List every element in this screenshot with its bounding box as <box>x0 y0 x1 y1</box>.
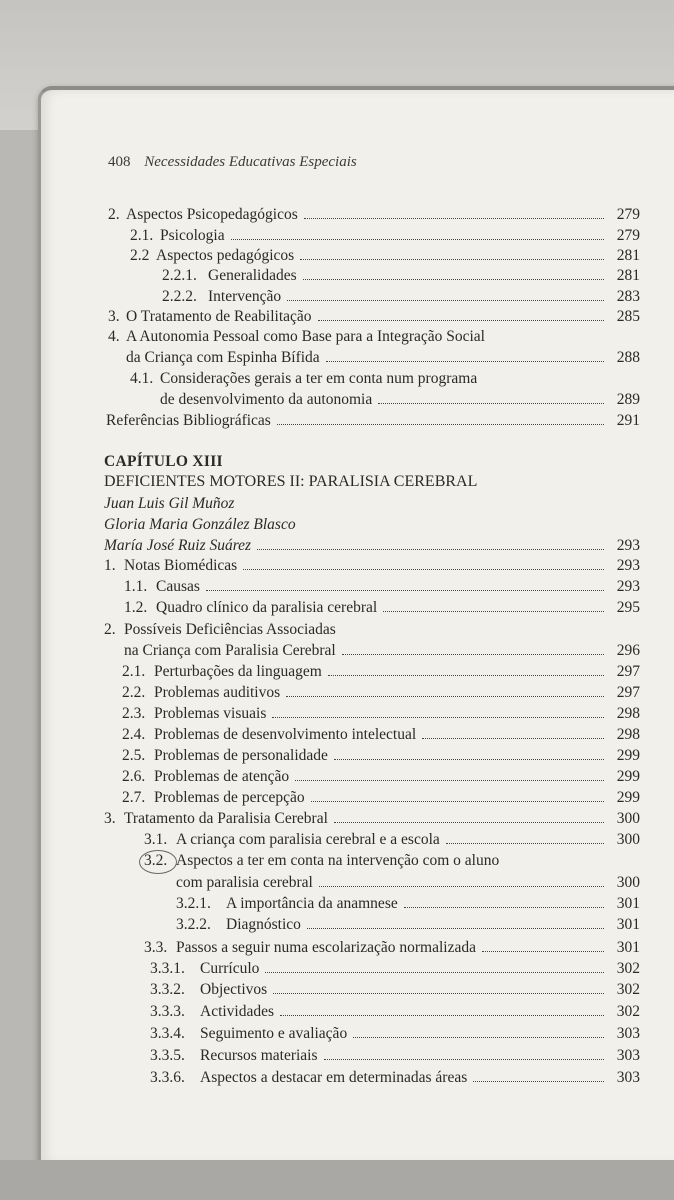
toc-entry-first-line: 4. A Autonomia Pessoal como Base para a Integração Social <box>108 328 485 345</box>
dot-leader <box>257 549 604 550</box>
dot-leader <box>265 972 604 973</box>
dot-leader <box>473 1081 604 1082</box>
dot-leader <box>404 907 604 908</box>
dot-leader <box>307 928 604 929</box>
dot-leader <box>318 320 604 321</box>
dot-leader <box>295 780 604 781</box>
toc-entry: 3.3.2. Objectivos 302 <box>150 981 640 998</box>
dot-leader <box>482 951 604 952</box>
dot-leader <box>280 1015 604 1016</box>
toc-entry-first-line: 4.1. Considerações gerais a ter em conta num programa <box>130 370 478 387</box>
dot-leader <box>303 279 604 280</box>
dot-leader <box>378 403 604 404</box>
toc-entry: 2.1. Perturbações da linguagem 297 <box>122 663 640 680</box>
toc-entry: 3.2.2. Diagnóstico 301 <box>176 916 640 933</box>
toc-entry: 1.2. Quadro clínico da paralisia cerebral 295 <box>124 599 640 616</box>
toc-entry: 2.2.2. Intervenção 283 <box>162 288 640 305</box>
toc-entry: 2.2 Aspectos pedagógicos 281 <box>130 247 640 264</box>
dot-leader <box>231 239 604 240</box>
dot-leader <box>300 259 604 260</box>
dot-leader <box>319 886 604 887</box>
dot-leader <box>286 696 604 697</box>
toc-entry: 2.1. Psicologia 279 <box>130 227 640 244</box>
dot-leader <box>272 717 604 718</box>
dot-leader <box>206 590 604 591</box>
dot-leader <box>243 569 604 570</box>
dot-leader <box>277 424 604 425</box>
toc-entry: de desenvolvimento da autonomia 289 <box>160 391 640 408</box>
toc-entry: 2.5. Problemas de personalidade 299 <box>122 747 640 764</box>
dot-leader <box>326 361 604 362</box>
toc-entry: 2.2. Problemas auditivos 297 <box>122 684 640 701</box>
dot-leader <box>324 1059 604 1060</box>
dot-leader <box>334 822 604 823</box>
dot-leader <box>342 654 604 655</box>
toc-entry: 2.6. Problemas de atenção 299 <box>122 768 640 785</box>
toc-entry: María José Ruiz Suárez 293 <box>104 537 640 554</box>
chapter-author: Gloria Maria González Blasco <box>104 516 296 533</box>
toc-entry: 3.3.6. Aspectos a destacar em determinadas áreas 303 <box>150 1069 640 1086</box>
dot-leader <box>353 1037 604 1038</box>
dot-leader <box>383 611 604 612</box>
toc-entry: 1. Notas Biomédicas 293 <box>104 557 640 574</box>
toc-entry: 3.3.5. Recursos materiais 303 <box>150 1047 640 1064</box>
toc-entry: 3.3.1. Currículo 302 <box>150 960 640 977</box>
dot-leader <box>328 675 604 676</box>
running-head <box>108 154 357 171</box>
dot-leader <box>446 843 604 844</box>
toc-entry: na Criança com Paralisia Cerebral 296 <box>124 642 640 659</box>
toc-entry-first-line: 3.2. Aspectos a ter em conta na intervenção com o aluno <box>144 852 500 869</box>
toc-entry: da Criança com Espinha Bífida 288 <box>126 349 640 366</box>
toc-entry: 1.1. Causas 293 <box>124 578 640 595</box>
toc-entry: 3. Tratamento da Paralisia Cerebral 300 <box>104 810 640 827</box>
toc-entry: 3.3.4. Seguimento e avaliação 303 <box>150 1025 640 1042</box>
toc-entry: 2. Aspectos Psicopedagógicos 279 <box>108 206 640 223</box>
chapter-label: CAPÍTULO XIII <box>104 453 223 470</box>
dot-leader <box>273 993 604 994</box>
dot-leader <box>311 801 604 802</box>
toc-entry: 2.3. Problemas visuais 298 <box>122 705 640 722</box>
dot-leader <box>422 738 604 739</box>
toc-entry: 2.4. Problemas de desenvolvimento intelectual 298 <box>122 726 640 743</box>
toc-entry: 3.2.1. A importância da anamnese 301 <box>176 895 640 912</box>
toc-entry: Referências Bibliográficas 291 <box>106 412 640 429</box>
toc-entry: 3. O Tratamento de Reabilitação 285 <box>108 308 640 325</box>
dot-leader <box>304 218 604 219</box>
chapter-title: DEFICIENTES MOTORES II: PARALISIA CEREBRAL <box>104 473 478 490</box>
toc-entry: 2.7. Problemas de percepção 299 <box>122 789 640 806</box>
background-bottom <box>0 1160 674 1200</box>
toc-entry: 3.3.3. Actividades 302 <box>150 1003 640 1020</box>
toc-entry: com paralisia cerebral 300 <box>176 874 640 891</box>
toc-entry: 2.2.1. Generalidades 281 <box>162 267 640 284</box>
page-number: 408 <box>108 154 131 170</box>
dot-leader <box>287 300 604 301</box>
toc-entry: 3.1. A criança com paralisia cerebral e a escola 300 <box>144 831 640 848</box>
toc-entry: 3.3. Passos a seguir numa escolarização normalizada 301 <box>144 939 640 956</box>
chapter-author: Juan Luis Gil Muñoz <box>104 495 235 512</box>
toc-entry-first-line: 2. Possíveis Deficiências Associadas <box>104 621 336 638</box>
book-title: Necessidades Educativas Especiais <box>144 154 357 170</box>
dot-leader <box>334 759 604 760</box>
